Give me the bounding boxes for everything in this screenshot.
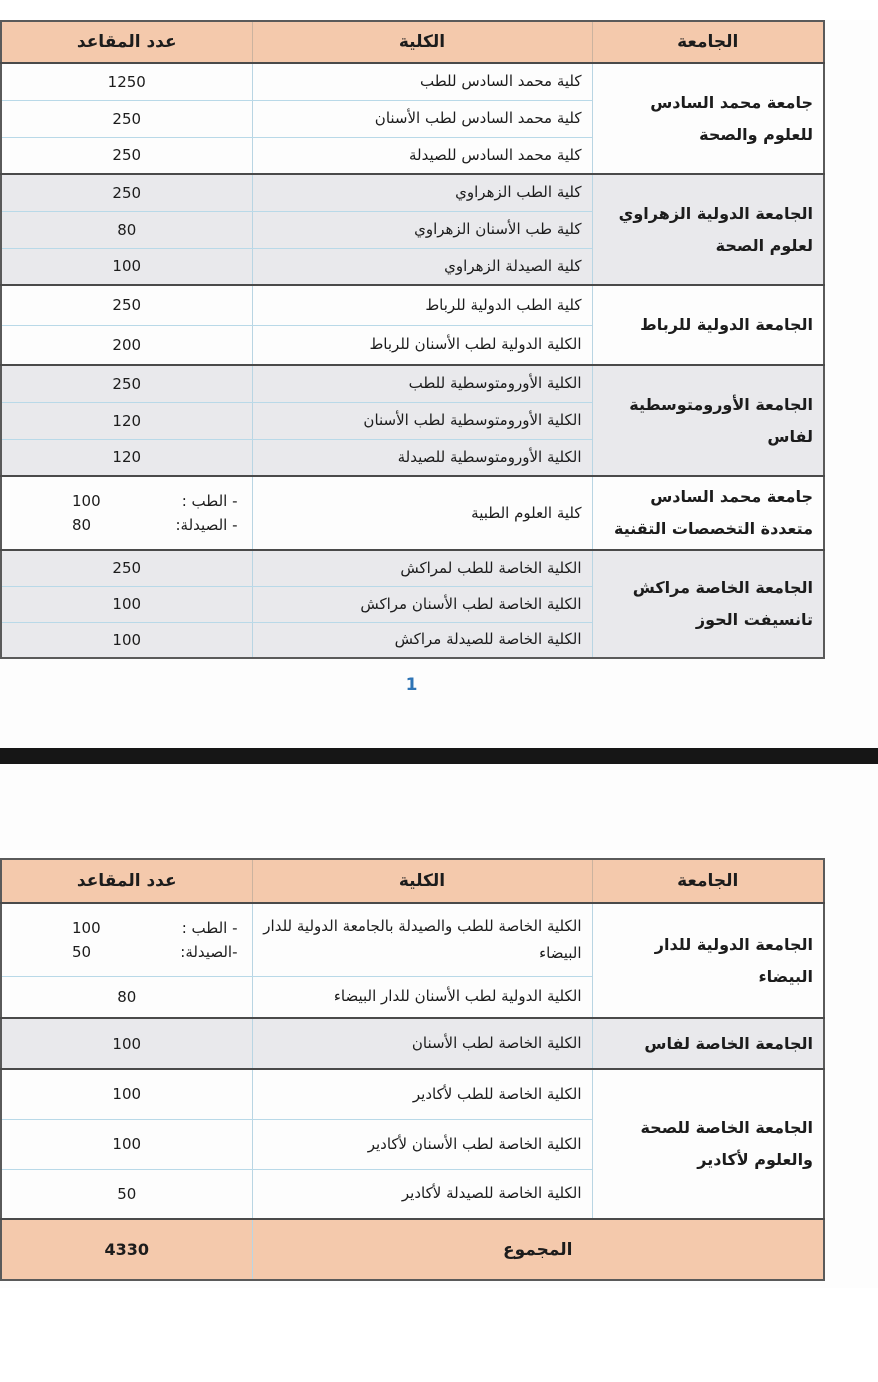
total-label-cell: المجموع	[252, 1219, 824, 1280]
table-row	[1, 903, 824, 976]
seat-line	[2, 940, 252, 964]
header-seats: عدد المقاعد	[1, 859, 252, 903]
page-number: 1	[405, 675, 418, 695]
table2-header-row	[1, 859, 824, 903]
scanned-document	[0, 20, 878, 1288]
college-cell: الكلية الخاصة للطب والصيدلة بالجامعة الدولية للدار البيضاء	[252, 903, 592, 976]
university-cell: الجامعة الخاصة للصحة والعلوم لأكادير	[592, 1069, 824, 1219]
seats-cell: 100	[1, 622, 252, 658]
total-value-cell: 4330	[1, 1219, 252, 1280]
seats-cell: 100	[1, 1018, 252, 1069]
seat-label: - الطب :	[181, 492, 238, 510]
seats-cell: 80	[1, 211, 252, 248]
seats-cell: 100	[1, 248, 252, 285]
seats-cell: 250	[1, 285, 252, 325]
college-cell: الكلية الخاصة لطب الأسنان لأكادير	[252, 1119, 592, 1169]
header-university: الجامعة	[592, 21, 824, 63]
seats-cell: 120	[1, 402, 252, 439]
university-cell: الجامعة الخاصة مراكش تانسيفت الحوز	[592, 550, 824, 658]
university-cell: جامعة محمد السادس متعددة التخصصات التقنية	[592, 476, 824, 550]
college-cell: الكلية الأورومتوسطية للصيدلة	[252, 439, 592, 476]
seats-cell: 80	[1, 976, 252, 1018]
college-cell: الكلية الخاصة لطب الأسنان	[252, 1018, 592, 1069]
seat-label: - الطب :	[181, 918, 238, 937]
college-cell: الكلية الخاصة للصيدلة لأكادير	[252, 1169, 592, 1219]
header-college: الكلية	[252, 21, 592, 63]
table-row	[1, 63, 824, 100]
table-row	[1, 476, 824, 550]
university-cell: الجامعة الدولية الزهراوي لعلوم الصحة	[592, 174, 824, 285]
seat-line	[2, 513, 252, 537]
seats-cell: 250	[1, 550, 252, 586]
seat-line	[2, 489, 252, 513]
header-seats: عدد المقاعد	[1, 21, 252, 63]
table-row	[1, 550, 824, 586]
college-cell: كلية محمد السادس للطب	[252, 63, 592, 100]
total-row	[1, 1219, 824, 1280]
seats-cell	[1, 903, 252, 976]
seat-value: 80	[72, 516, 92, 534]
university-cell: الجامعة الدولية للدار البيضاء	[592, 903, 824, 1018]
college-cell: كلية محمد السادس للصيدلة	[252, 137, 592, 174]
table-row	[1, 365, 824, 402]
seats-table-page1	[0, 20, 825, 659]
seat-value: 100	[72, 492, 101, 510]
table-row	[1, 174, 824, 211]
seats-cell: 100	[1, 1069, 252, 1119]
seat-value: 50	[72, 942, 92, 961]
college-cell: الكلية الأورومتوسطية للطب	[252, 365, 592, 402]
university-cell: الجامعة الدولية للرباط	[592, 285, 824, 365]
college-cell: الكلية الأورومتوسطية لطب الأسنان	[252, 402, 592, 439]
table-row	[1, 1018, 824, 1069]
header-university: الجامعة	[592, 859, 824, 903]
document-page-1	[0, 20, 878, 748]
seats-cell: 120	[1, 439, 252, 476]
college-cell: الكلية الخاصة للطب لمراكش	[252, 550, 592, 586]
college-cell: الكلية الخاصة للصيدلة مراكش	[252, 622, 592, 658]
seat-label: - الصيدلة:	[175, 516, 238, 534]
seats-cell: 50	[1, 1169, 252, 1219]
seats-cell: 250	[1, 365, 252, 402]
table1-header-row	[1, 21, 824, 63]
university-cell: الجامعة الخاصة لفاس	[592, 1018, 824, 1069]
college-cell: كلية العلوم الطبية	[252, 476, 592, 550]
seat-line	[2, 916, 252, 940]
college-cell: كلية محمد السادس لطب الأسنان	[252, 100, 592, 137]
page-break-bar	[0, 748, 878, 764]
seats-cell	[1, 476, 252, 550]
college-cell: كلية الصيدلة الزهراوي	[252, 248, 592, 285]
seat-value: 100	[72, 918, 101, 937]
seats-cell: 1250	[1, 63, 252, 100]
college-cell: كلية الطب الزهراوي	[252, 174, 592, 211]
table-row	[1, 285, 824, 325]
college-cell: الكلية الخاصة للطب لأكادير	[252, 1069, 592, 1119]
college-cell: الكلية الدولية لطب الأسنان للدار البيضاء	[252, 976, 592, 1018]
document-page-2	[0, 858, 878, 1382]
seats-cell: 100	[1, 586, 252, 622]
seat-label: -الصيدلة:	[180, 942, 238, 961]
seats-table-page2	[0, 858, 825, 1281]
university-cell: الجامعة الأورومتوسطية لفاس	[592, 365, 824, 476]
seats-cell: 250	[1, 100, 252, 137]
college-cell: الكلية الدولية لطب الأسنان للرباط	[252, 325, 592, 365]
table-row	[1, 1069, 824, 1119]
college-cell: كلية طب الأسنان الزهراوي	[252, 211, 592, 248]
seats-cell: 250	[1, 174, 252, 211]
college-cell: كلية الطب الدولية للرباط	[252, 285, 592, 325]
university-cell: جامعة محمد السادس للعلوم والصحة	[592, 63, 824, 174]
college-cell: الكلية الخاصة لطب الأسنان مراكش	[252, 586, 592, 622]
header-college: الكلية	[252, 859, 592, 903]
seats-cell: 250	[1, 137, 252, 174]
seats-cell: 200	[1, 325, 252, 365]
seats-cell: 100	[1, 1119, 252, 1169]
